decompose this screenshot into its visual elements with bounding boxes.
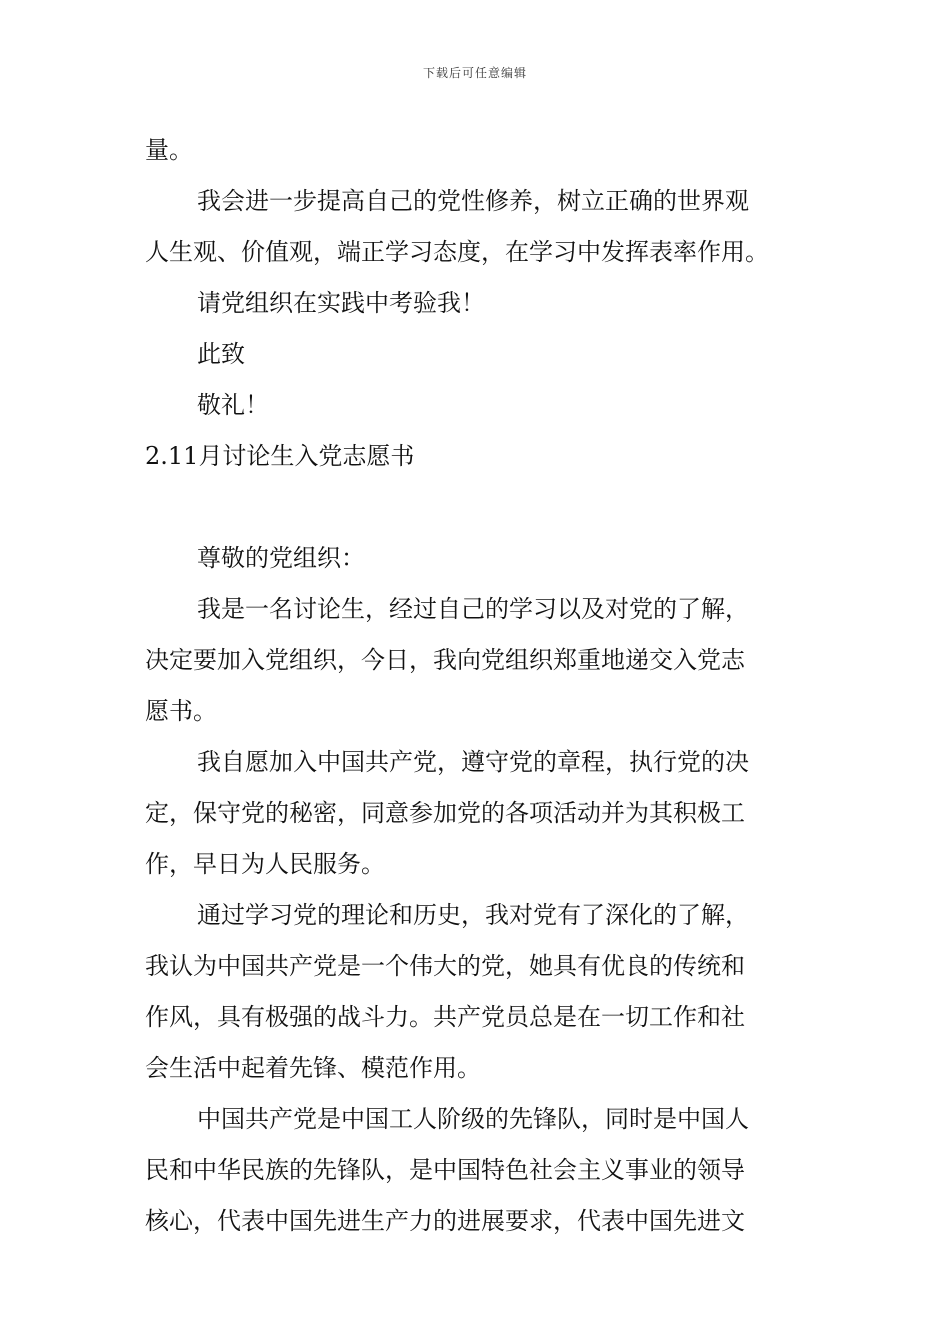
paragraph-line: 通过学习党的理论和历史，我对党有了深化的了解，: [197, 901, 749, 929]
paragraph-line: 作，早日为人民服务。: [145, 850, 385, 878]
paragraph-line: 我自愿加入中国共产党，遵守党的章程，执行党的决: [197, 748, 749, 776]
blank-line: [145, 482, 810, 533]
paragraph-line: 中国共产党是中国工人阶级的先锋队，同时是中国人: [197, 1105, 749, 1133]
paragraph-line: 核心，代表中国先进生产力的进展要求，代表中国先进文: [145, 1207, 745, 1235]
document-body: [145, 125, 810, 1247]
closing-phrase: 此致: [197, 340, 245, 368]
paragraph-line: 我会进一步提高自己的党性修养，树立正确的世界观: [197, 187, 749, 215]
paragraph-line: 决定要加入党组织，今日，我向党组织郑重地递交入党志: [145, 646, 745, 674]
paragraph-line: 会生活中起着先锋、模范作用。: [145, 1054, 481, 1082]
paragraph-line: 民和中华民族的先锋队，是中国特色社会主义事业的领导: [145, 1156, 745, 1184]
paragraph-line: 人生观、价值观，端正学习态度，在学习中发挥表率作用。: [145, 238, 769, 266]
paragraph-line: 我认为中国共产党是一个伟大的党，她具有优良的传统和: [145, 952, 745, 980]
paragraph-line: 作风，具有极强的战斗力。共产党员总是在一切工作和社: [145, 1003, 745, 1031]
section-title: 2.11月讨论生入党志愿书: [145, 442, 415, 470]
paragraph-line: 请党组织在实践中考验我！: [197, 289, 485, 317]
salutation: 尊敬的党组织：: [197, 544, 365, 572]
paragraph-line: 愿书。: [145, 697, 217, 725]
paragraph-line: 我是一名讨论生，经过自己的学习以及对党的了解，: [197, 595, 749, 623]
closing-salute: 敬礼！: [197, 391, 269, 419]
paragraph-line: 量。: [145, 136, 193, 164]
page-header-watermark: 下载后可任意编辑: [422, 66, 527, 80]
paragraph-line: 定，保守党的秘密，同意参加党的各项活动并为其积极工: [145, 799, 745, 827]
